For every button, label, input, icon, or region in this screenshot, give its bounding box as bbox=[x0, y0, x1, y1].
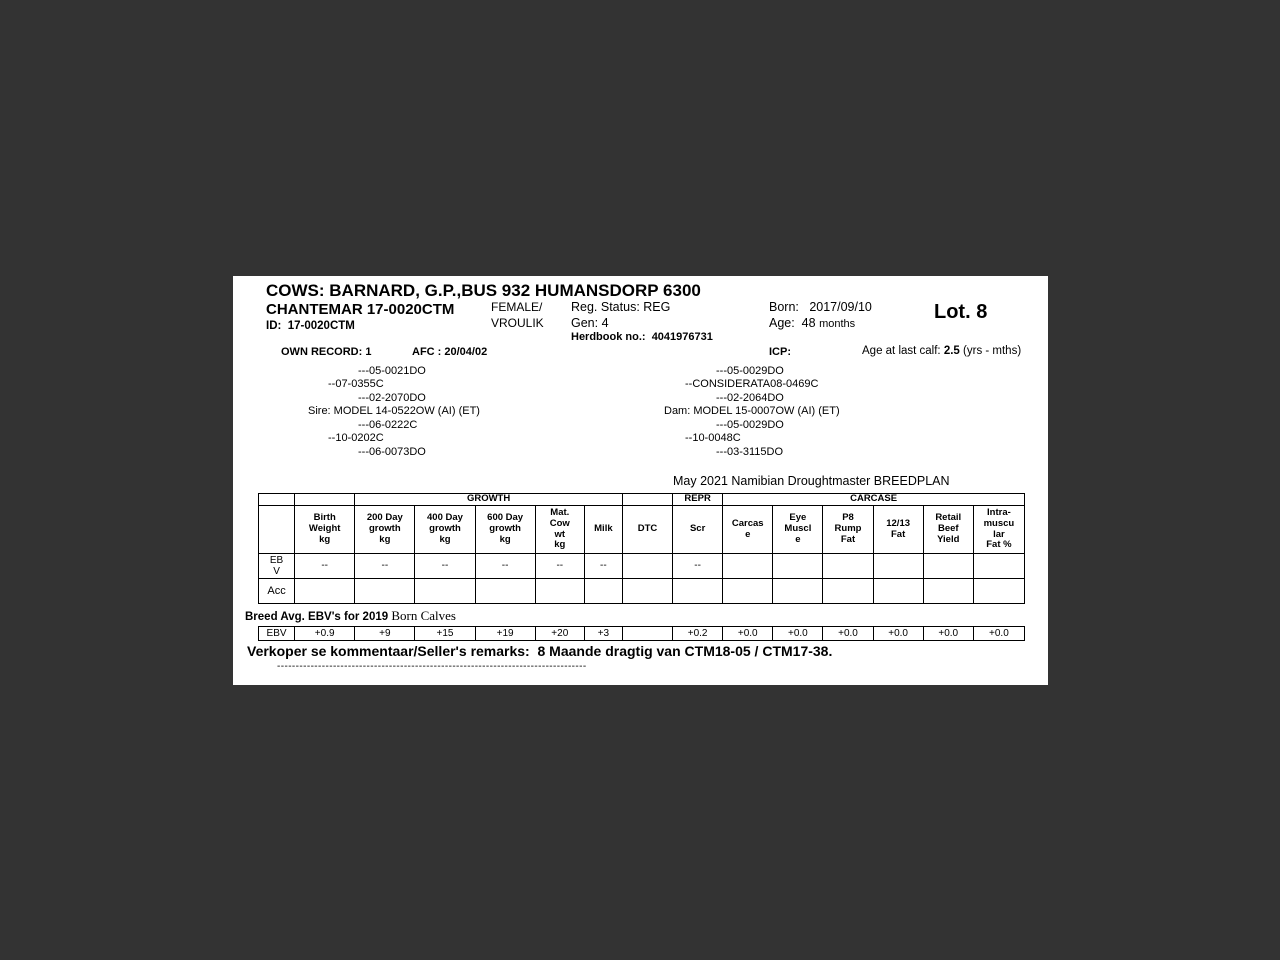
acc-cell bbox=[355, 579, 415, 604]
acc-cell bbox=[295, 579, 355, 604]
avg-cell: +0.0 bbox=[973, 627, 1024, 641]
ebv-table bbox=[258, 493, 1025, 604]
avg-cell: +0.0 bbox=[823, 627, 873, 641]
breed-avg-row bbox=[259, 627, 1025, 641]
col-400-day: 400 Day growth kg bbox=[415, 506, 475, 554]
group-header-row bbox=[259, 494, 1025, 506]
ebv-row bbox=[259, 554, 1025, 579]
col-mat-cow-wt: Mat. Cow wt kg bbox=[535, 506, 584, 554]
acc-cell bbox=[673, 579, 723, 604]
sire-line: ---06-0222C bbox=[358, 419, 418, 431]
age: Age: 48 months bbox=[769, 316, 856, 330]
avg-cell: +0.0 bbox=[723, 627, 773, 641]
ebv-cell: -- bbox=[584, 554, 622, 579]
col-retail-beef-yield: Retail Beef Yield bbox=[923, 506, 973, 554]
col-eye-muscle: Eye Muscl e bbox=[773, 506, 823, 554]
generation: Gen: 4 bbox=[571, 316, 609, 330]
acc-cell bbox=[773, 579, 823, 604]
lot-card bbox=[233, 276, 1048, 685]
avg-cell: +3 bbox=[584, 627, 622, 641]
row-label: EB V bbox=[259, 554, 295, 579]
ebv-cell bbox=[723, 554, 773, 579]
dam-line: ---03-3115DO bbox=[716, 446, 784, 458]
column-header-row bbox=[259, 506, 1025, 554]
acc-cell bbox=[535, 579, 584, 604]
born-date: Born: 2017/09/10 bbox=[769, 300, 872, 314]
acc-cell bbox=[973, 579, 1024, 604]
dam-line: ---02-2064DO bbox=[716, 392, 784, 404]
avg-cell: +0.0 bbox=[923, 627, 973, 641]
dam-line: --CONSIDERATA08-0469C bbox=[685, 378, 819, 390]
ebv-cell bbox=[773, 554, 823, 579]
acc-cell bbox=[823, 579, 873, 604]
ebv-cell bbox=[873, 554, 923, 579]
icp: ICP: bbox=[769, 346, 791, 358]
avg-cell bbox=[622, 627, 672, 641]
ebv-cell bbox=[923, 554, 973, 579]
group-carcase: CARCASE bbox=[723, 494, 1025, 506]
acc-cell bbox=[873, 579, 923, 604]
breedplan-title: May 2021 Namibian Droughtmaster BREEDPLAN bbox=[673, 474, 950, 488]
dam-name: Dam: MODEL 15-0007OW (AI) (ET) bbox=[664, 405, 840, 417]
animal-name: CHANTEMAR 17-0020CTM bbox=[266, 301, 455, 318]
lot-number: Lot. 8 bbox=[934, 301, 988, 323]
col-600-day: 600 Day growth kg bbox=[475, 506, 535, 554]
ebv-cell bbox=[823, 554, 873, 579]
breed-avg-table bbox=[258, 626, 1025, 641]
sire-line: --10-0202C bbox=[328, 432, 384, 444]
ebv-cell: -- bbox=[535, 554, 584, 579]
ebv-cell: -- bbox=[295, 554, 355, 579]
own-record: OWN RECORD: 1 bbox=[281, 346, 372, 358]
acc-cell bbox=[415, 579, 475, 604]
ebv-cell: -- bbox=[355, 554, 415, 579]
col-imf: Intra- muscu lar Fat % bbox=[973, 506, 1024, 554]
avg-cell: +20 bbox=[535, 627, 584, 641]
col-carcase: Carcas e bbox=[723, 506, 773, 554]
ebv-cell: -- bbox=[415, 554, 475, 579]
sire-name: Sire: MODEL 14-0522OW (AI) (ET) bbox=[308, 405, 480, 417]
avg-cell: +0.2 bbox=[673, 627, 723, 641]
avg-cell: +0.0 bbox=[873, 627, 923, 641]
remarks-underline: ----------------------------------------------------------------------------------- bbox=[277, 661, 587, 672]
col-dtc: DTC bbox=[622, 506, 672, 554]
acc-cell bbox=[723, 579, 773, 604]
col-200-day: 200 Day growth kg bbox=[355, 506, 415, 554]
herdbook-number: Herdbook no.: 4041976731 bbox=[571, 331, 713, 343]
group-growth: GROWTH bbox=[355, 494, 623, 506]
col-scr: Scr bbox=[673, 506, 723, 554]
sire-line: ---06-0073DO bbox=[358, 446, 426, 458]
acc-cell bbox=[584, 579, 622, 604]
afc: AFC : 20/04/02 bbox=[412, 346, 488, 358]
ebv-cell bbox=[622, 554, 672, 579]
sire-line: ---02-2070DO bbox=[358, 392, 426, 404]
avg-cell: +15 bbox=[415, 627, 475, 641]
age-last-calf: Age at last calf: 2.5 (yrs - mths) bbox=[862, 345, 1022, 357]
row-label: Acc bbox=[259, 579, 295, 604]
sex-en: FEMALE/ bbox=[491, 300, 543, 314]
sex-af: VROULIK bbox=[491, 316, 544, 330]
acc-cell bbox=[622, 579, 672, 604]
acc-cell bbox=[475, 579, 535, 604]
dam-line: --10-0048C bbox=[685, 432, 741, 444]
acc-cell bbox=[923, 579, 973, 604]
ebv-cell: -- bbox=[673, 554, 723, 579]
group-repr: REPR bbox=[673, 494, 723, 506]
breed-avg-title: Breed Avg. EBV's for 2019 Born Calves bbox=[245, 608, 456, 623]
seller-title: COWS: BARNARD, G.P.,BUS 932 HUMANSDORP 6300 bbox=[266, 281, 701, 300]
reg-status: Reg. Status: REG bbox=[571, 300, 671, 314]
animal-id: ID: 17-0020CTM bbox=[266, 320, 355, 332]
col-p8-rump-fat: P8 Rump Fat bbox=[823, 506, 873, 554]
avg-cell: +0.0 bbox=[773, 627, 823, 641]
dam-line: ---05-0029DO bbox=[716, 365, 784, 377]
col-milk: Milk bbox=[584, 506, 622, 554]
seller-remarks: Verkoper se kommentaar/Seller's remarks: 8 Maande dragtig van CTM18-05 / CTM17-38. bbox=[247, 643, 833, 659]
ebv-cell: -- bbox=[475, 554, 535, 579]
avg-cell: +0.9 bbox=[295, 627, 355, 641]
avg-cell: +19 bbox=[475, 627, 535, 641]
dam-line: ---05-0029DO bbox=[716, 419, 784, 431]
ebv-cell bbox=[973, 554, 1024, 579]
col-12-13-fat: 12/13 Fat bbox=[873, 506, 923, 554]
sire-line: --07-0355C bbox=[328, 378, 384, 390]
col-birth-weight: Birth Weight kg bbox=[295, 506, 355, 554]
acc-row bbox=[259, 579, 1025, 604]
sire-line: ---05-0021DO bbox=[358, 365, 426, 377]
avg-cell: +9 bbox=[355, 627, 415, 641]
row-label: EBV bbox=[259, 627, 295, 641]
